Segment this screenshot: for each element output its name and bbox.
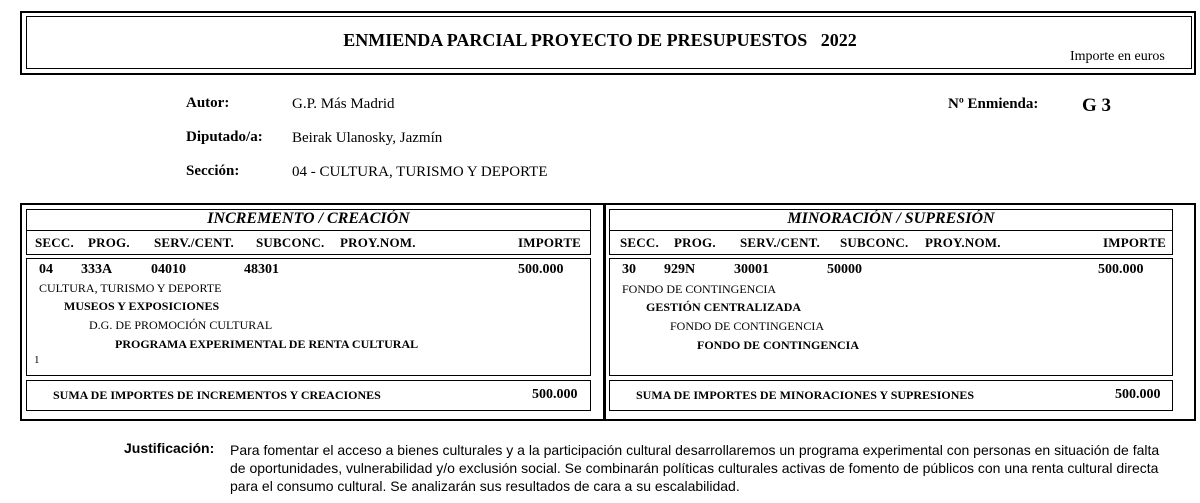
currency-note: Importe en euros (1070, 49, 1165, 64)
incremento-subconc: 48301 (244, 262, 279, 277)
minoracion-secc: 30 (622, 262, 636, 277)
col-prog-right: PROG. (674, 235, 716, 250)
col-importe: IMPORTE (518, 235, 582, 250)
incremento-secc: 04 (39, 262, 53, 277)
minoracion-seccion-desc: FONDO DE CONTINGENCIA (622, 282, 776, 296)
minoracion-subconc: 50000 (827, 262, 862, 277)
incremento-sum-label: SUMA DE IMPORTES DE INCREMENTOS Y CREACIONES (53, 388, 381, 402)
table-separator (603, 205, 606, 419)
col-serv-right: SERV./CENT. (740, 235, 821, 250)
col-secc: SECC. (35, 235, 74, 250)
minoracion-title-rule (609, 230, 1173, 231)
seccion-label: Sección: (186, 163, 240, 179)
col-secc-right: SECC. (620, 235, 659, 250)
col-serv: SERV./CENT. (154, 235, 235, 250)
seccion-value: 04 - CULTURA, TURISMO Y DEPORTE (292, 164, 548, 180)
col-proy: PROY.NOM. (340, 235, 416, 250)
incremento-title-rule (26, 230, 591, 231)
incremento-serv: 04010 (151, 262, 186, 277)
minoracion-sum-value: 500.000 (1115, 387, 1161, 402)
minoracion-programa-desc: GESTIÓN CENTRALIZADA (646, 300, 802, 314)
minoracion-servicio-desc: FONDO DE CONTINGENCIA (670, 319, 824, 333)
incremento-title: INCREMENTO / CREACIÓN (207, 210, 410, 227)
minoracion-serv: 30001 (734, 262, 769, 277)
autor-value: G.P. Más Madrid (292, 96, 395, 112)
justificacion-label: Justificación: (124, 440, 215, 456)
minoracion-subconcepto-desc: FONDO DE CONTINGENCIA (697, 338, 860, 352)
col-prog: PROG. (88, 235, 130, 250)
incremento-subconcepto-desc: PROGRAMA EXPERIMENTAL DE RENTA CULTURAL (115, 337, 419, 351)
incremento-servicio-desc: D.G. DE PROMOCIÓN CULTURAL (89, 318, 273, 332)
incremento-prog: 333A (81, 262, 113, 277)
col-proy-right: PROY.NOM. (925, 235, 1001, 250)
incremento-programa-desc: MUSEOS Y EXPOSICIONES (64, 299, 220, 313)
autor-label: Autor: (186, 95, 230, 111)
incremento-line-number: 1 (34, 354, 40, 366)
minoracion-sum-label: SUMA DE IMPORTES DE MINORACIONES Y SUPRESIONES (636, 388, 975, 402)
justificacion-text: Para fomentar el acceso a bienes culturales y a la participación cultural desarrollaremos un programa experimental con personas en situación de falta de oportunidades, vulnerabilidad y/o exclusión social. Se combinarán políticas culturales activas de fomento de públicos con una renta cultural directa para el consumo cultural. Se analizarán sus resultados de cara a su escalabilidad. (230, 442, 1160, 494)
minoracion-importe: 500.000 (1098, 262, 1144, 277)
minoracion-title: MINORACIÓN / SUPRESIÓN (787, 210, 995, 227)
incremento-sum-value: 500.000 (532, 387, 578, 402)
diputado-label: Diputado/a: (186, 129, 263, 145)
col-importe-right: IMPORTE (1103, 235, 1167, 250)
minoracion-prog: 929N (664, 262, 696, 277)
col-subconc: SUBCONC. (256, 235, 325, 250)
col-subconc-right: SUBCONC. (840, 235, 909, 250)
diputado-value: Beirak Ulanosky, Jazmín (292, 130, 443, 146)
document-title: ENMIENDA PARCIAL PROYECTO DE PRESUPUESTOS 2022 (343, 30, 857, 50)
enmienda-number: G 3 (1082, 95, 1112, 116)
incremento-seccion-desc: CULTURA, TURISMO Y DEPORTE (39, 281, 222, 295)
enmienda-label: Nº Enmienda: (948, 96, 1039, 112)
incremento-importe: 500.000 (518, 262, 564, 277)
